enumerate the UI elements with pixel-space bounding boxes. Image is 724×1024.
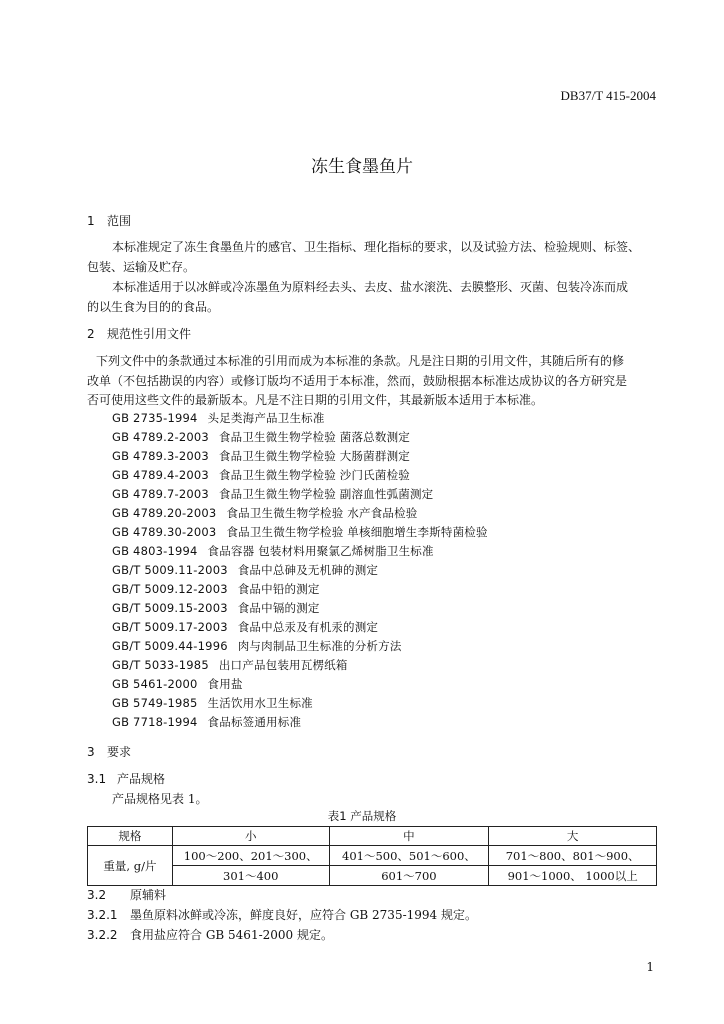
reference-title: 食品卫生微生物学检验 大肠菌群测定 (218, 449, 410, 463)
section-1-para1-line1: 本标准规定了冻生食墨鱼片的感官、卫生指标、理化指标的要求，以及试验方法、检验规则、标签、 (112, 240, 641, 254)
reference-title: 肉与肉制品卫生标准的分析方法 (237, 639, 402, 653)
section-2-intro-line1: 下列文件中的条款通过本标准的引用而成为本标准的条款。凡是注日期的引用文件，其随后所有的修 (96, 354, 625, 368)
section-number: 3.2 (87, 888, 107, 902)
reference-item (112, 505, 418, 521)
reference-code: GB 4803-1994 (112, 544, 198, 558)
section-title: 规范性引用文件 (107, 327, 192, 341)
section-number: 3 (87, 745, 95, 759)
reference-item (112, 429, 410, 445)
reference-item (112, 562, 378, 578)
section-3-1-text: 产品规格见表 1。 (112, 792, 208, 806)
section-3-2-1 (87, 906, 477, 923)
table-header-cell: 小 (172, 827, 329, 846)
table-cell: 401～500、501～600、 (329, 846, 489, 866)
reference-title: 食品中铅的测定 (237, 582, 320, 596)
section-3-2-heading (87, 886, 166, 903)
section-2-heading (87, 325, 191, 342)
table-header-cell: 大 (489, 827, 657, 846)
reference-code: GB/T 5009.15-2003 (112, 601, 228, 615)
reference-title: 食品卫生微生物学检验 沙门氏菌检验 (218, 468, 410, 482)
section-title: 要求 (107, 745, 132, 759)
table-row (88, 866, 657, 886)
reference-item (112, 657, 348, 673)
reference-code: GB 4789.7-2003 (112, 487, 209, 501)
product-spec-table (87, 826, 657, 886)
table-cell: 901～1000、 1000以上 (489, 866, 657, 886)
section-number: 3.2.1 (87, 908, 118, 922)
reference-item (112, 467, 410, 483)
reference-title: 食品卫生微生物学检验 水产食品检验 (226, 506, 418, 520)
section-3-heading (87, 743, 131, 760)
table-cell: 301～400 (172, 866, 329, 886)
section-1-heading (87, 212, 131, 229)
reference-title: 食品标签通用标准 (207, 715, 302, 729)
table-cell: 601～700 (329, 866, 489, 886)
table-header-row (88, 827, 657, 846)
section-text: 墨鱼原料冰鲜或冷冻，鲜度良好，应符合 GB 2735-1994 规定。 (130, 908, 477, 922)
section-number: 2 (87, 327, 95, 341)
reference-item (112, 638, 402, 654)
section-1-para2-line1: 本标准适用于以冰鲜或冷冻墨鱼为原料经去头、去皮、盐水滚洗、去膜整形、灭菌、包装冷冻而成 (112, 280, 629, 294)
reference-title: 食用盐 (207, 677, 243, 691)
reference-code: GB/T 5009.12-2003 (112, 582, 228, 596)
section-title: 产品规格 (117, 772, 166, 786)
reference-item (112, 448, 410, 464)
reference-code: GB/T 5009.44-1996 (112, 639, 228, 653)
section-1-para2-line2: 的以生食为目的的食品。 (87, 300, 220, 314)
section-number: 1 (87, 214, 95, 228)
reference-item (112, 581, 320, 597)
section-number: 3.1 (87, 772, 107, 786)
reference-item (112, 714, 301, 730)
reference-code: GB 2735-1994 (112, 411, 198, 425)
reference-title: 头足类海产品卫生标准 (207, 411, 325, 425)
reference-title: 食品中总汞及有机汞的测定 (237, 620, 379, 634)
reference-code: GB 4789.30-2003 (112, 525, 217, 539)
page-number: 1 (646, 960, 654, 974)
reference-title: 出口产品包装用瓦楞纸箱 (218, 658, 348, 672)
reference-item (112, 486, 433, 502)
section-number: 3.2.2 (87, 928, 118, 942)
table-header-cell: 中 (329, 827, 489, 846)
section-2-intro-line2: 改单（不包括勘误的内容）或修订版均不适用于本标准，然而，鼓励根据本标准达成协议的各方研究是 (87, 374, 628, 388)
reference-code: GB 4789.4-2003 (112, 468, 209, 482)
reference-title: 食品卫生微生物学检验 副溶血性弧菌测定 (218, 487, 434, 501)
reference-code: GB/T 5009.17-2003 (112, 620, 228, 634)
table-header-cell: 规格 (88, 827, 173, 846)
table-row (88, 846, 657, 866)
reference-title: 食品中总砷及无机砷的测定 (237, 563, 379, 577)
reference-item (112, 600, 320, 616)
reference-code: GB/T 5033-1985 (112, 658, 209, 672)
section-2-intro-line3: 否可使用这些文件的最新版本。凡是不注日期的引用文件，其最新版本适用于本标准。 (87, 393, 544, 407)
table-row-label: 重量, g/片 (88, 846, 173, 886)
reference-title: 生活饮用水卫生标准 (207, 696, 313, 710)
reference-item (112, 676, 243, 692)
table-caption: 表1 产品规格 (327, 809, 397, 823)
section-title: 范围 (107, 214, 132, 228)
reference-code: GB 5749-1985 (112, 696, 198, 710)
reference-item (112, 543, 434, 559)
reference-code: GB 4789.20-2003 (112, 506, 217, 520)
reference-code: GB/T 5009.11-2003 (112, 563, 228, 577)
reference-item (112, 619, 378, 635)
section-title: 原辅料 (130, 888, 167, 902)
reference-title: 食品卫生微生物学检验 菌落总数测定 (218, 430, 410, 444)
reference-code: GB 4789.2-2003 (112, 430, 209, 444)
table-cell: 100～200、201～300、 (172, 846, 329, 866)
reference-code: GB 7718-1994 (112, 715, 198, 729)
reference-title: 食品容器 包装材料用聚氯乙烯树脂卫生标准 (207, 544, 434, 558)
reference-title: 食品中镉的测定 (237, 601, 320, 615)
reference-item (112, 695, 313, 711)
reference-code: GB 5461-2000 (112, 677, 198, 691)
section-1-para1-line2: 包装、运输及贮存。 (87, 260, 196, 274)
section-text: 食用盐应符合 GB 5461-2000 规定。 (130, 928, 333, 942)
reference-code: GB 4789.3-2003 (112, 449, 209, 463)
document-title: 冻生食墨鱼片 (311, 157, 413, 177)
section-3-2-2 (87, 926, 333, 943)
standard-code: DB37/T 415-2004 (560, 88, 656, 103)
reference-item (112, 410, 325, 426)
reference-item (112, 524, 488, 540)
table-cell: 701～800、801～900、 (489, 846, 657, 866)
section-3-1-heading (87, 770, 165, 787)
reference-title: 食品卫生微生物学检验 单核细胞增生李斯特菌检验 (226, 525, 488, 539)
